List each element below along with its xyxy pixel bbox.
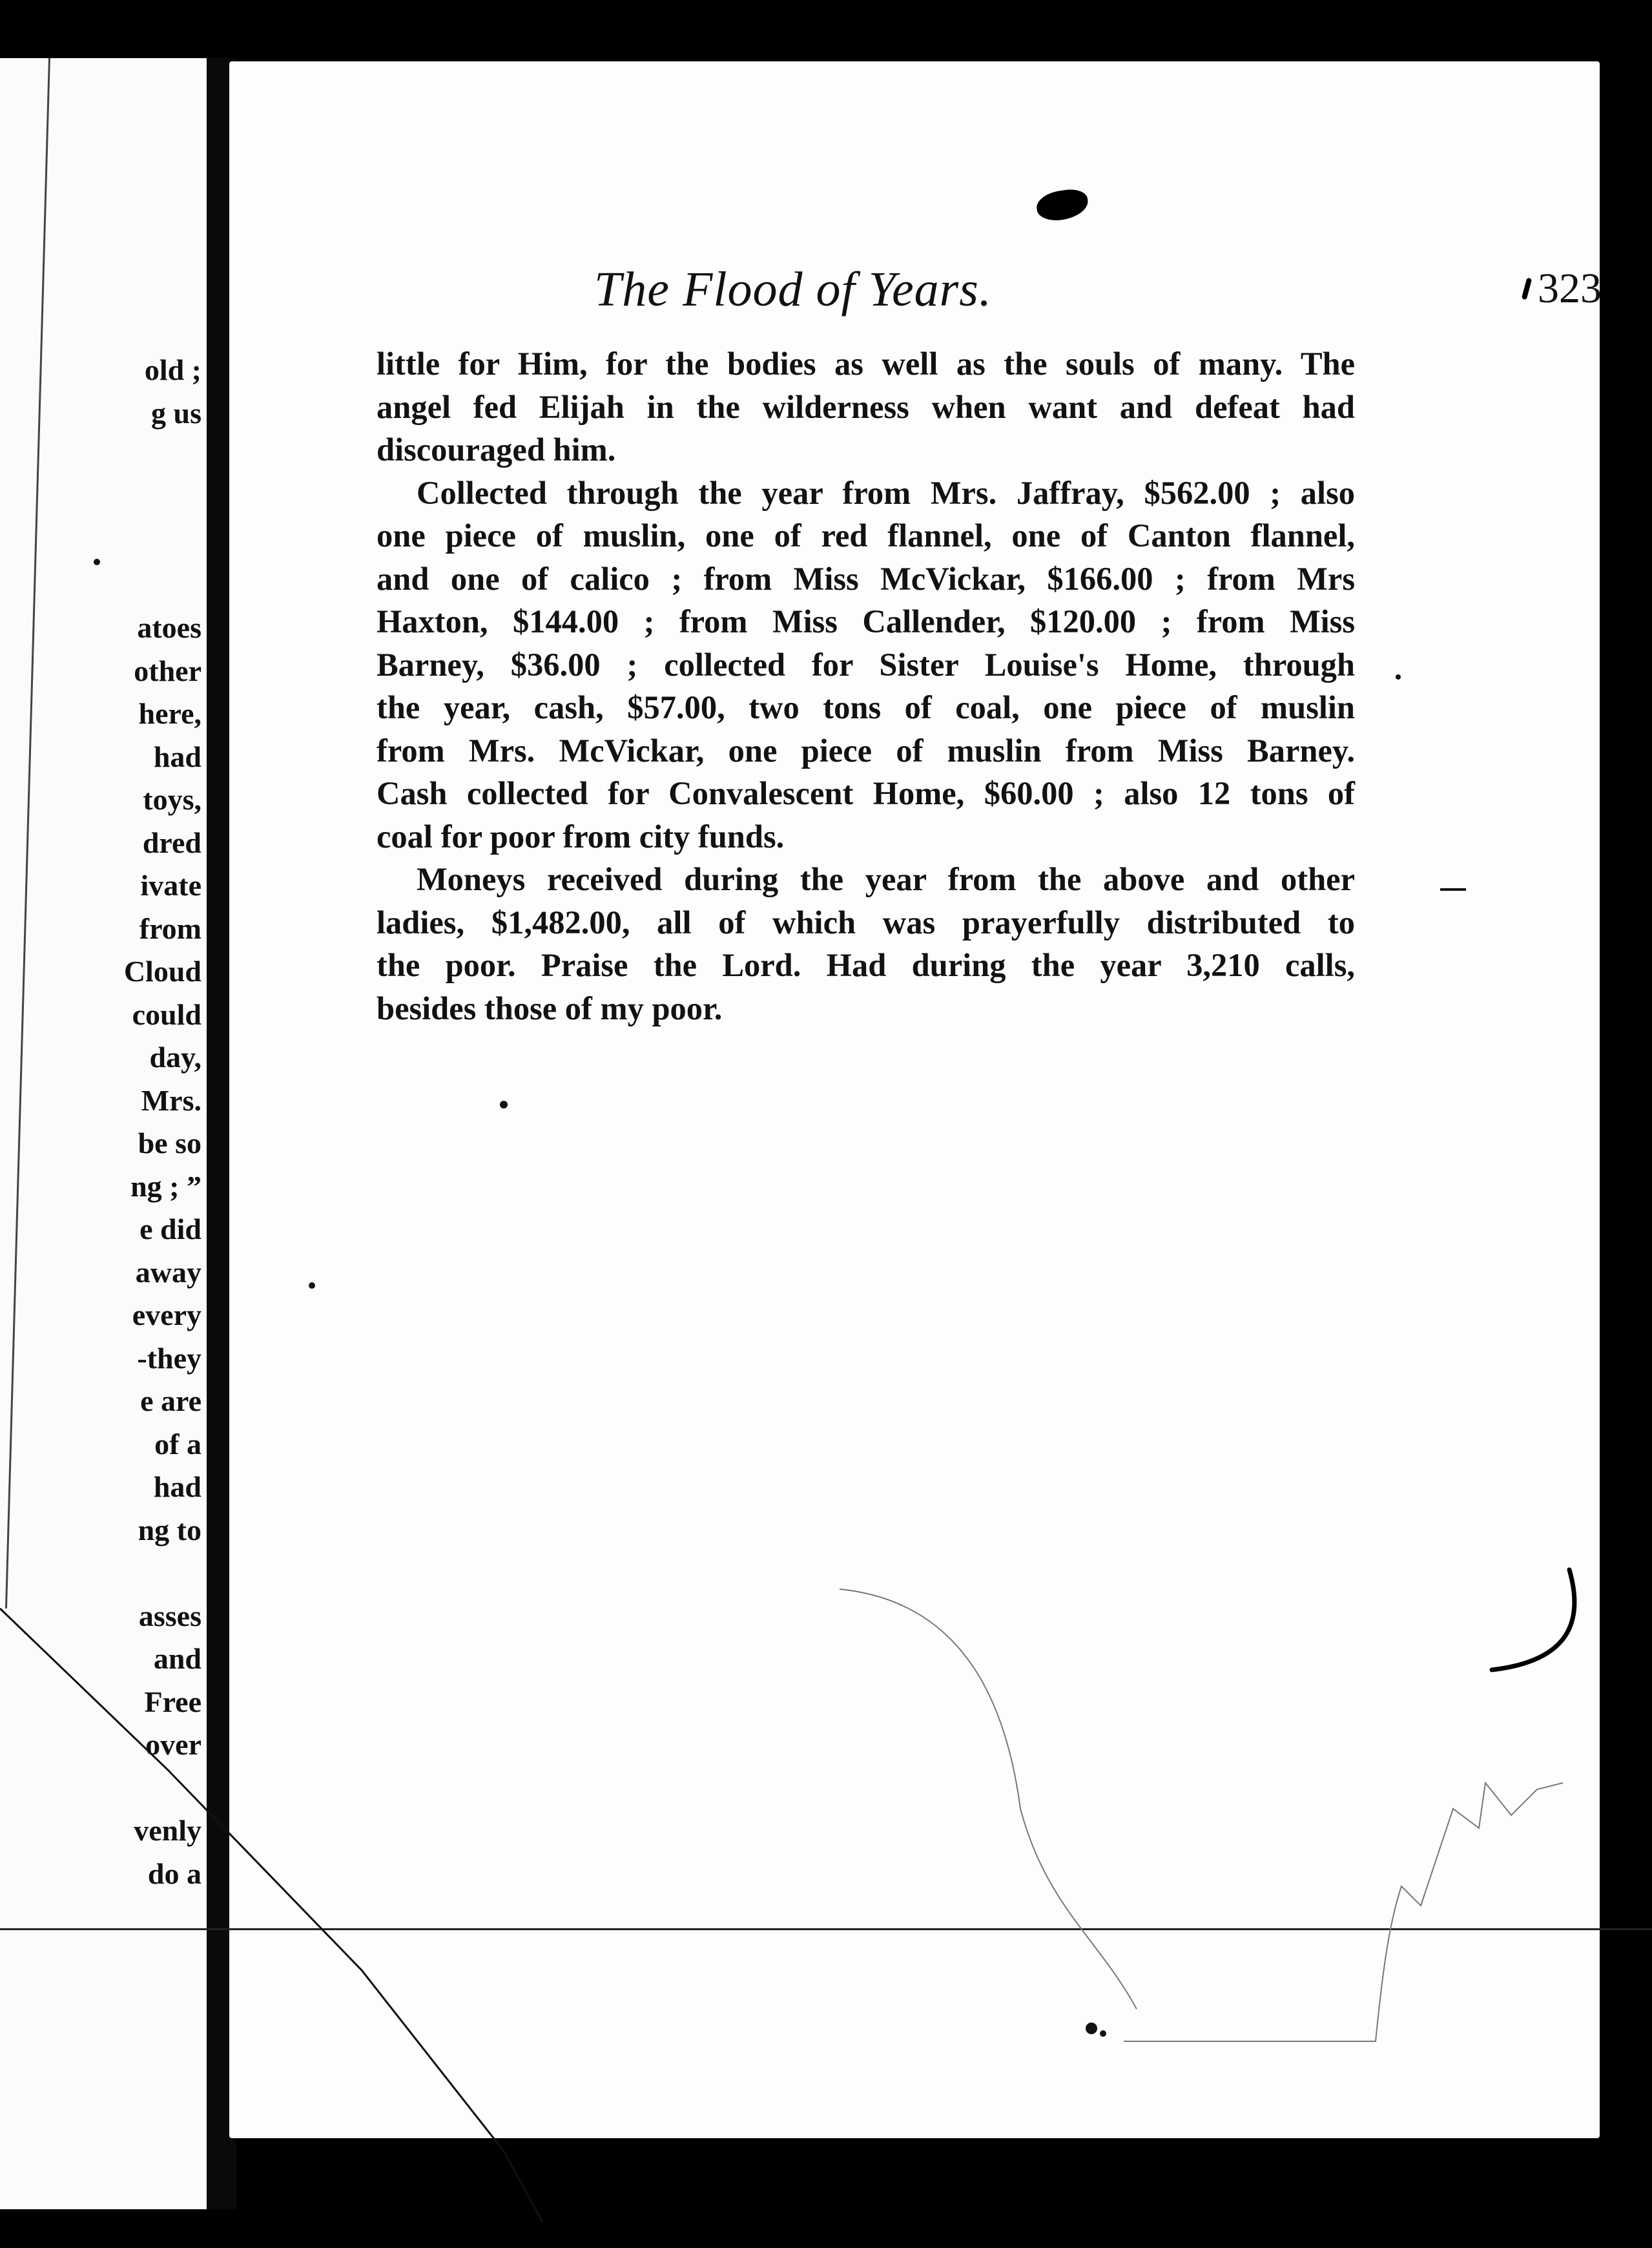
previous-page-line-fragment: do a	[147, 1857, 201, 1890]
ink-speck	[94, 559, 100, 565]
previous-page-line-fragment: Free	[144, 1685, 201, 1718]
previous-page-line-fragment: e did	[139, 1212, 201, 1245]
diagonal-crease-line	[0, 1608, 542, 2222]
body-line: Moneys received during the year from the above and other	[417, 861, 1355, 897]
previous-page-line-fragment: here,	[138, 697, 201, 730]
previous-page-line-fragment: ivate	[140, 869, 201, 902]
body-line: the year, cash, $57.00, two tons of coal, one piece of muslin	[377, 689, 1355, 725]
body-line: little for Him, for the bodies as well as the souls of many. The	[377, 346, 1355, 382]
previous-page-line-fragment: and	[153, 1642, 201, 1675]
body-line: coal for poor from city funds.	[377, 818, 785, 855]
body-line: one piece of muslin, one of red flannel, one of Canton flannel,	[377, 517, 1355, 554]
ink-speck	[1100, 2030, 1106, 2037]
previous-page-line-fragment: had	[153, 1470, 201, 1503]
ink-speck	[309, 1282, 315, 1289]
previous-page-line-fragment: from	[139, 911, 201, 945]
running-title: The Flood of Years.	[594, 262, 992, 317]
previous-page-line-fragment: be so	[138, 1127, 201, 1160]
ink-speck	[1396, 674, 1401, 680]
previous-page-line-fragment: venly	[134, 1814, 201, 1847]
body-line: Haxton, $144.00 ; from Miss Callender, $120.00 ; from Miss	[377, 603, 1355, 640]
previous-page-line-fragment: other	[134, 654, 201, 687]
body-line: Cash collected for Convalescent Home, $60.00 ; also 12 tons of	[377, 775, 1355, 811]
body-line: angel fed Elijah in the wilderness when want and defeat had	[377, 388, 1355, 425]
body-line: ladies, $1,482.00, all of which was prayerfully distributed to	[377, 904, 1355, 941]
body-line: from Mrs. McVickar, one piece of muslin from Miss Barney.	[377, 732, 1355, 769]
previous-page-line-fragment: old ;	[144, 353, 201, 386]
previous-page-line-fragment: away	[135, 1255, 201, 1289]
body-line: Barney, $36.00 ; collected for Sister Louise's Home, through	[377, 646, 1355, 683]
previous-page-line-fragment: Cloud	[123, 955, 201, 988]
body-line: discouraged him.	[377, 432, 616, 468]
previous-page-line-fragment: e are	[140, 1384, 201, 1417]
previous-page-line-fragment: atoes	[137, 611, 201, 644]
body-line: besides those of my poor.	[377, 990, 723, 1026]
previous-page-line-fragment: over	[145, 1728, 201, 1761]
previous-page-line-fragment: every	[132, 1298, 201, 1331]
ink-speck	[500, 1101, 508, 1108]
page-number: 323	[1538, 265, 1602, 312]
body-line: Collected through the year from Mrs. Jaffray, $562.00 ; also	[417, 474, 1355, 511]
body-line: and one of calico ; from Miss McVickar, $166.00 ; from Mrs	[377, 560, 1355, 597]
previous-page-line-fragment: had	[153, 740, 201, 773]
previous-page-line-fragment: toys,	[143, 783, 201, 816]
previous-page-line-fragment: ng ; ”	[130, 1169, 201, 1203]
previous-page-line-fragment: -they	[137, 1341, 201, 1375]
previous-page-line-fragment: could	[132, 997, 201, 1031]
previous-page-line-fragment: day,	[149, 1041, 201, 1074]
previous-page-line-fragment: dred	[142, 826, 201, 859]
previous-page-line-fragment: asses	[138, 1599, 201, 1632]
ink-speck	[1086, 2023, 1097, 2034]
previous-page-line-fragment: of a	[154, 1427, 201, 1461]
previous-page-line-fragment: g us	[151, 396, 201, 430]
corner-arc-mark	[1492, 1570, 1575, 1670]
faint-jagged-line	[1124, 1783, 1563, 2041]
previous-page-line-fragment: Mrs.	[141, 1083, 201, 1117]
faint-scribble-line	[840, 1589, 1137, 2009]
body-line: the poor. Praise the Lord. Had during the year 3,210 calls,	[377, 947, 1355, 983]
previous-page-line-fragment: ng to	[138, 1513, 201, 1546]
